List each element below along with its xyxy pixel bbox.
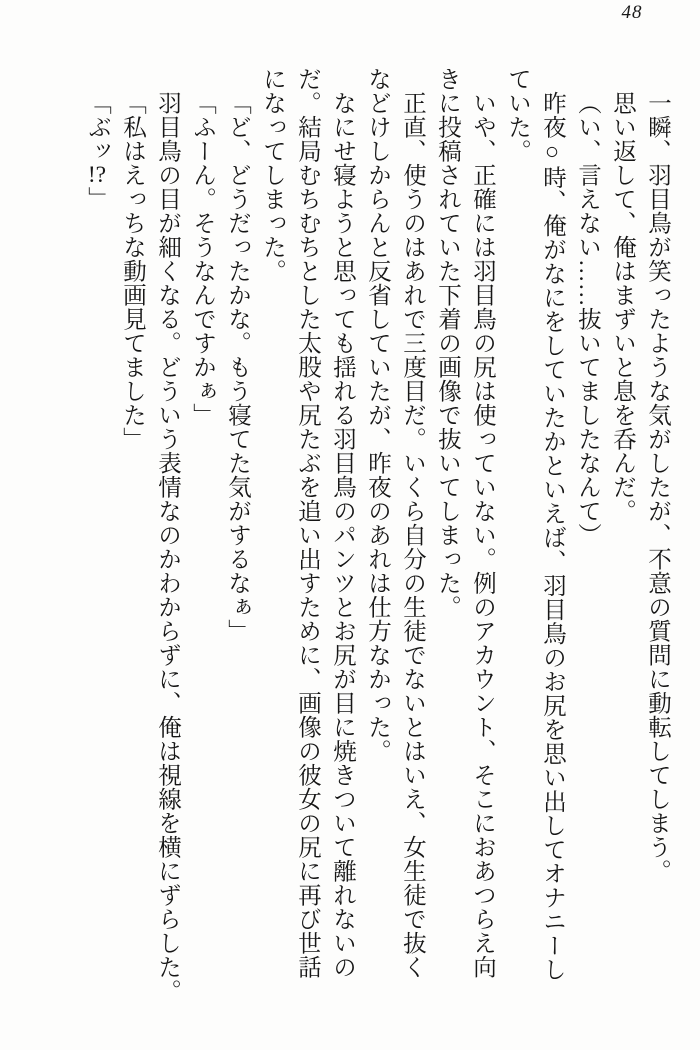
tate-chu-yoko-run: !? <box>87 163 107 187</box>
text-run: 昨夜○時、俺がなにをしていたかといえば、羽目鳥のお尻を思い出してオナニーしていた。 <box>504 67 565 982</box>
paragraph <box>79 67 114 997</box>
text-run: 「ど、どうだったかな。もう寝てた気がするなぁ」 <box>224 91 250 643</box>
text-run: 正直、使うのはあれで三度目だ。いくら自分の生徒でないとはいえ、女生徒で抜くなどけしからんと反省していたが、昨夜のあれは仕方なかった。 <box>364 67 425 979</box>
text-run: 羽目鳥の目が細くなる。どういう表情なのかわからずに、俺は視線を横にずらした。 <box>154 91 180 1003</box>
text-run: いや、正確には羽目鳥の尻は使っていない。例のアカウント、そこにおあつらえ向きに投稿されていた下着の画像で抜いてしまった。 <box>434 67 495 979</box>
paragraph <box>184 67 219 997</box>
text-run: 「ふーん。そうなんですかぁ」 <box>189 91 215 427</box>
paragraph <box>359 67 429 997</box>
text-run: なにせ寝ようと思っても揺れる羽目鳥のパンツとお尻が目に焼きついて離れないのだ。結局むちむちとした太股や尻たぶを追い出すために、画像の彼女の尻に再び世話になってしまった。 <box>259 67 355 979</box>
paragraph <box>254 67 359 997</box>
paragraph <box>499 67 569 997</box>
paragraph <box>149 67 184 1003</box>
paragraph <box>219 67 254 997</box>
paragraph <box>429 67 499 997</box>
text-run: 」 <box>84 186 110 211</box>
page-number: 48 <box>621 2 643 23</box>
text-run: 「私はえっちな動画見てました」 <box>119 91 145 451</box>
text-run: 一瞬、羽目鳥が笑ったような気がしたが、不意の質問に動転してしまう。 <box>644 91 670 883</box>
paragraph <box>569 67 604 997</box>
paragraph <box>639 67 674 997</box>
paragraph <box>114 67 149 997</box>
paragraph <box>604 67 639 997</box>
text-run: 思い返して、俺はまずいと息を呑んだ。 <box>609 91 635 523</box>
text-run: （い、言えない……抜いてましたなんて） <box>574 91 600 547</box>
vertical-text-block <box>76 67 674 1003</box>
text-run: 「ぶッ <box>84 91 110 163</box>
